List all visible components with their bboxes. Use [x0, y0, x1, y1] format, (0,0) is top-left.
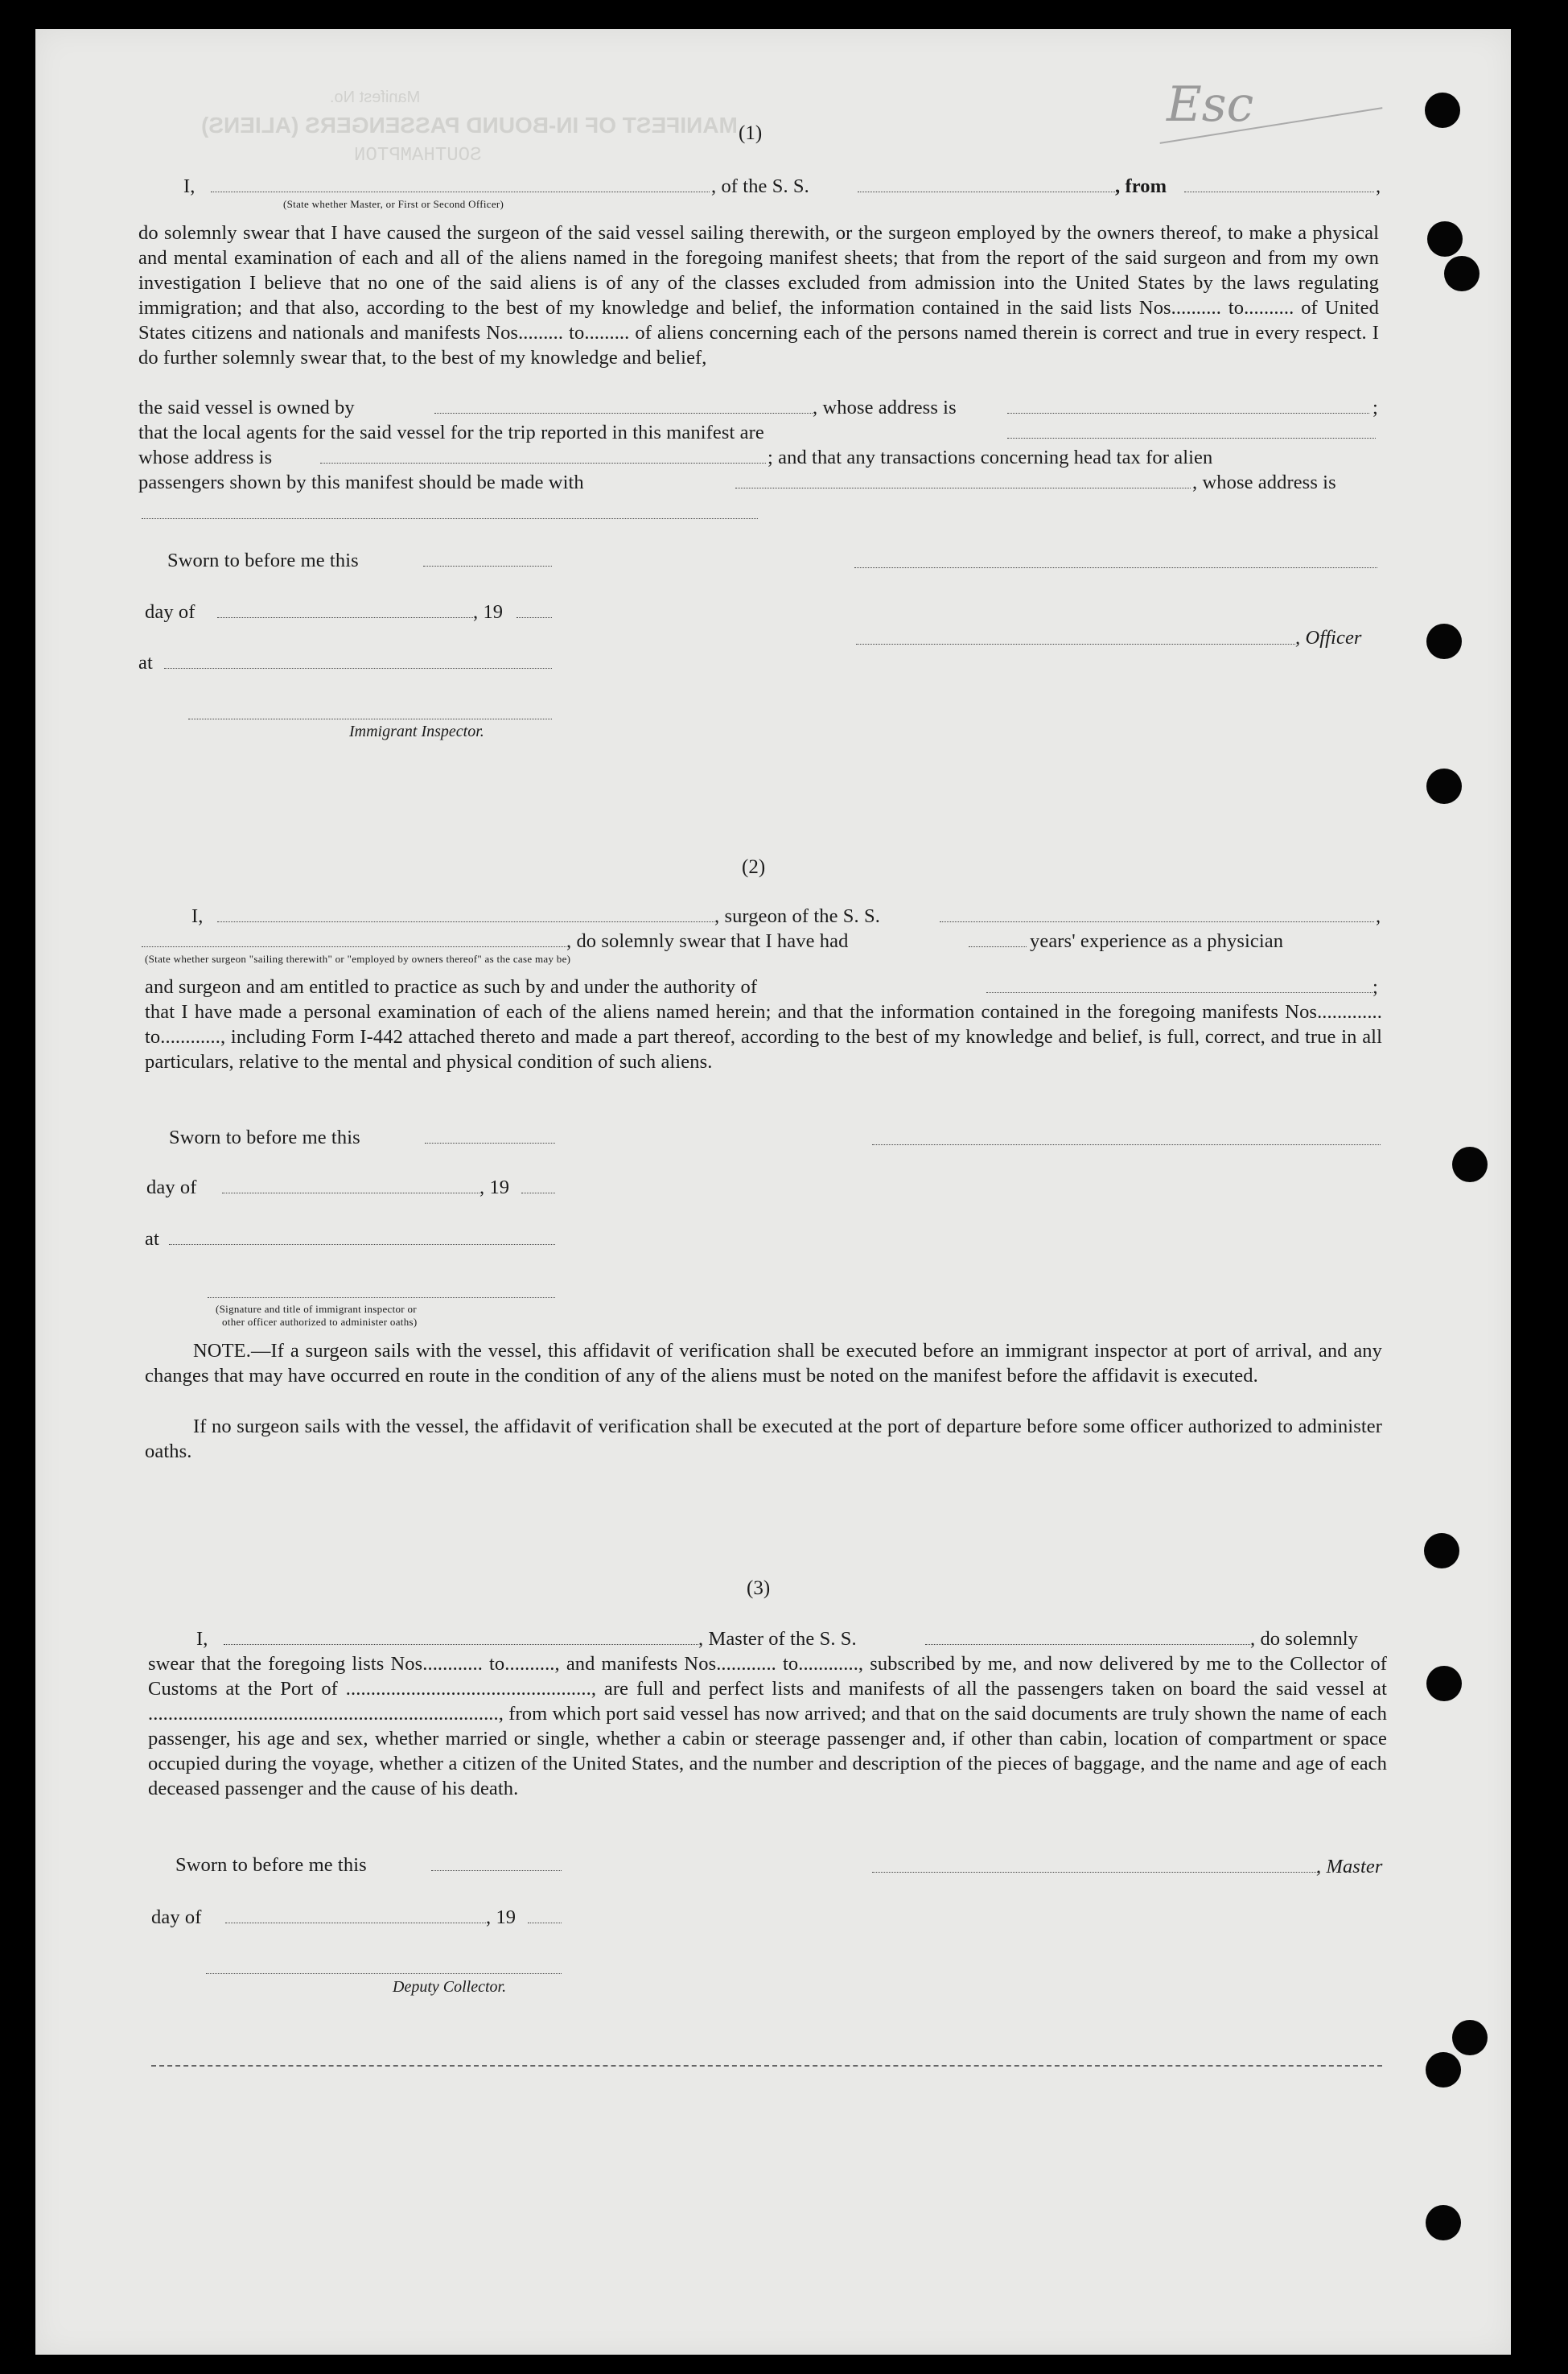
s2-note-text: —If a surgeon sails with the vessel, this affidavit of verification shall be executed before an immigrant inspector at port of arrival, and any changes that may have occurred en route in the condition of any of the aliens must be noted on the manifest before the affidavit is executed.: [145, 1340, 1382, 1387]
s1-day-of: day of: [145, 601, 195, 623]
s3-year: , 19: [486, 1906, 516, 1928]
punch-hole: [1452, 2020, 1488, 2055]
s3-master-label: , Master: [1316, 1856, 1383, 1877]
s1-of-ss: , of the S. S.: [711, 175, 809, 197]
s1-whose-address2: whose address is: [138, 447, 273, 468]
s2-surgeon-signature-line[interactable]: [872, 1144, 1381, 1145]
s3-i: I,: [196, 1628, 208, 1650]
punch-hole: [1444, 256, 1480, 291]
s2-years-field[interactable]: [969, 946, 1027, 947]
s2-inspector-signature-line[interactable]: [208, 1297, 555, 1298]
form-page: [35, 29, 1511, 2355]
s2-swear-had: , do solemnly swear that I have had: [566, 930, 849, 952]
s1-contact-address-field[interactable]: [142, 518, 758, 519]
s2-sworn-day-field[interactable]: [425, 1143, 555, 1144]
punch-hole: [1425, 93, 1460, 128]
section-3-number: (3): [747, 1577, 771, 1599]
s1-owner-field[interactable]: [434, 413, 813, 414]
punch-hole: [1424, 1533, 1459, 1568]
s2-sworn: Sworn to before me this: [169, 1127, 360, 1148]
handwritten-mark: Esc: [1167, 76, 1254, 133]
s1-whose-address: , whose address is: [813, 397, 957, 418]
s2-at: at: [145, 1228, 159, 1250]
s1-officer-signature-line[interactable]: [854, 567, 1377, 568]
s3-master-signature-line[interactable]: [872, 1872, 1319, 1873]
s1-year-field[interactable]: [516, 617, 552, 618]
s1-local-agents: that the local agents for the said vessel for the trip reported in this manifest are: [138, 422, 764, 443]
punch-hole: [1426, 2052, 1461, 2088]
section-1-number: (1): [739, 122, 763, 144]
s1-officer-line[interactable]: [856, 644, 1295, 645]
s3-sworn: Sworn to before me this: [175, 1854, 367, 1876]
s3-solemnly: , do solemnly: [1250, 1628, 1359, 1650]
s2-name-field[interactable]: [217, 921, 714, 922]
s2-years: years' experience as a physician: [1030, 930, 1284, 952]
s1-month-field[interactable]: [217, 617, 473, 618]
s1-i: I,: [183, 175, 195, 197]
s1-whose-address3: , whose address is: [1192, 472, 1336, 493]
s1-passengers: passengers shown by this manifest should be made with: [138, 472, 584, 493]
s3-vessel-field[interactable]: [925, 1644, 1250, 1645]
s3-sworn-day-field[interactable]: [431, 1870, 562, 1871]
s1-agents-address-field[interactable]: [320, 463, 766, 464]
s1-owned-by: the said vessel is owned by: [138, 397, 355, 418]
s2-day-of: day of: [146, 1177, 197, 1198]
ghost-header: MANIFEST OF IN-BOUND PASSENGERS (ALIENS): [201, 113, 738, 138]
punch-hole: [1426, 769, 1462, 804]
s3-deputy-label: Deputy Collector.: [393, 1978, 507, 1996]
punch-hole: [1427, 221, 1463, 257]
s2-sig-caption-2: other officer authorized to administer oaths): [222, 1316, 418, 1328]
s2-i: I,: [191, 905, 204, 927]
s2-note-label: NOTE.: [193, 1340, 251, 1362]
ghost-manifest-no: Manifest No.: [330, 89, 421, 106]
s2-surgeon-of: , surgeon of the S. S.: [714, 905, 880, 927]
s3-name-field[interactable]: [224, 1644, 698, 1645]
s1-officer-label: , Officer: [1295, 627, 1362, 649]
bottom-rule: [151, 2065, 1382, 2067]
s1-caption: (State whether Master, or First or Second Officer): [283, 198, 504, 210]
s1-paragraph: do solemnly swear that I have caused the surgeon of the said vessel sailing therewith, or the surgeon employed by the owners thereof, to make a physical and mental examination of each and all of the aliens named in the foregoing manifest sheets; that from the report of the said surgeon and from my own investigation I believe that no one of the said aliens is of any of the classes excluded from admission into the United States by the laws regulating immigration; and that also, according to the best of my knowledge and belief, the information contained in the said lists Nos.......... to.......... of United States citizens and nationals and manifests Nos......... to......... of aliens concerning each of the persons named therein is correct and true in every respect. I do further solemnly swear that, to the best of my knowledge and belief,: [138, 222, 1379, 369]
punch-hole: [1426, 1666, 1462, 1701]
s1-head-tax: ; and that any transactions concerning head tax for alien: [768, 447, 1213, 468]
s2-paragraph: that I have made a personal examination of each of the aliens named herein; and that the information contained in the foregoing manifests Nos............. to............, including Form I-442 attached thereto and made a part thereof, according to the best of my knowledge and belief, is full, correct, and true in all particulars, relative to the mental and physical condition of such aliens.: [145, 1001, 1382, 1073]
s2-sig-caption-1: (Signature and title of immigrant inspector or: [216, 1303, 417, 1315]
s2-note2: If no surgeon sails with the vessel, the affidavit of verification shall be executed at the port of departure before some officer authorized to administer oaths.: [145, 1416, 1382, 1462]
s2-year: , 19: [479, 1177, 510, 1198]
s1-agents-field[interactable]: [1007, 438, 1376, 439]
s3-collector-signature-line[interactable]: [206, 1973, 562, 1974]
s1-owner-address-field[interactable]: [1007, 413, 1369, 414]
ghost-port: SOUTHAMPTON: [354, 145, 482, 167]
s3-paragraph: swear that the foregoing lists Nos............ to.........., and manifests Nos............ to............, subscribed by me, and now delivered by me to the Collector of Customs at the Port of ................................................., are full and perfect lists and manifests of all the passengers taken on board the said vessel at ......................................................................, from which port said vessel has now arrived; and that on the said documents are truly shown the name of each passenger, his age and sex, whether married or single, whether a cabin or steerage passenger and, if other than cabin, location of compartment or space occupied during the voyage, whether a citizen of the United States, and the number and description of the pieces of baggage, and the name and age of each deceased passenger and the cause of his death.: [148, 1653, 1387, 1799]
section-2-number: (2): [742, 856, 766, 878]
s1-inspector-label: Immigrant Inspector.: [349, 723, 484, 740]
s2-note: [145, 1338, 1382, 1388]
s2-vessel-field[interactable]: [940, 921, 1374, 922]
s1-at-field[interactable]: [164, 668, 552, 669]
s1-sworn-day-field[interactable]: [423, 566, 552, 567]
s3-day-of: day of: [151, 1906, 202, 1928]
s2-status-field[interactable]: [142, 946, 566, 947]
s2-authority-field[interactable]: [986, 992, 1373, 993]
s1-from: , from: [1115, 175, 1167, 197]
s1-sworn: Sworn to before me this: [167, 550, 359, 571]
s1-year: , 19: [473, 601, 504, 623]
s3-master-of: , Master of the S. S.: [698, 1628, 857, 1650]
s2-at-field[interactable]: [169, 1244, 555, 1245]
punch-hole: [1426, 624, 1462, 659]
s2-authority: and surgeon and am entitled to practice as such by and under the authority of: [145, 976, 758, 998]
punch-hole: [1426, 2205, 1461, 2240]
punch-hole: [1452, 1147, 1488, 1182]
s2-caption: (State whether surgeon "sailing therewith" or "employed by owners thereof" as the case may be): [145, 953, 571, 965]
s1-at: at: [138, 652, 153, 674]
